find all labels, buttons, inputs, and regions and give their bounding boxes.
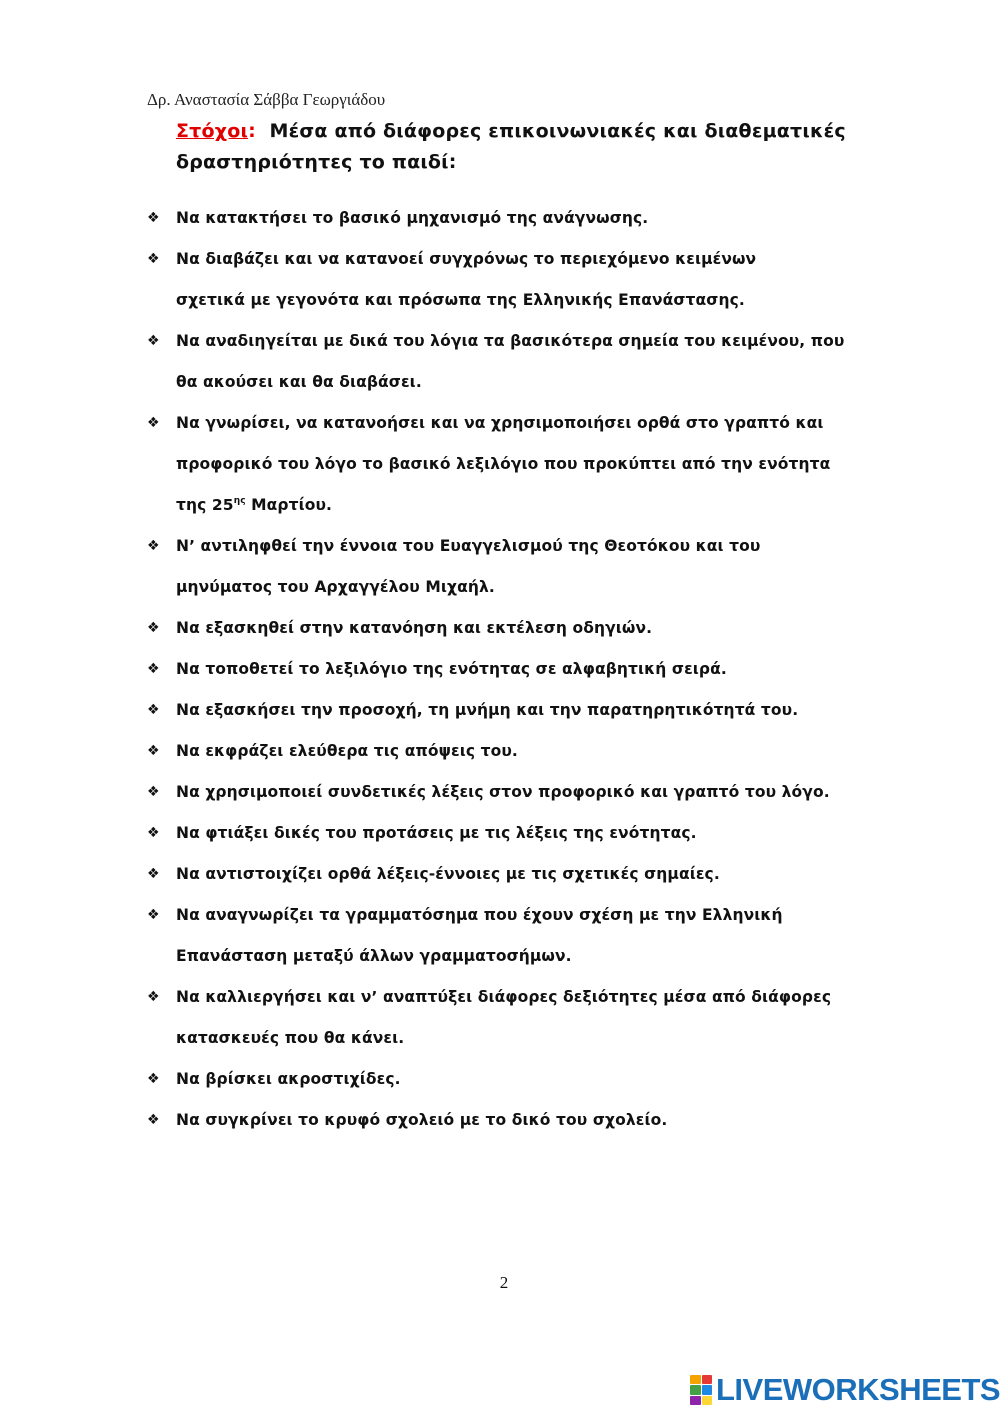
item-line: Επανάσταση μεταξύ άλλων γραμματοσήμων. (176, 947, 572, 965)
item-line: Να βρίσκει ακροστιχίδες. (176, 1070, 401, 1088)
list-item (147, 854, 887, 895)
item-line: Να αναδιηγείται με δικά του λόγια τα βασικότερα σημεία του κειμένου, που (176, 332, 845, 350)
item-line: σχετικά με γεγονότα και πρόσωπα της Ελληνικής Επανάστασης. (176, 291, 745, 309)
diamond-bullet-icon: ❖ (147, 743, 160, 759)
list-item (147, 1059, 887, 1100)
list-item (147, 608, 887, 649)
goals-heading (176, 116, 876, 178)
liveworksheets-logo-icon (690, 1375, 712, 1405)
item-line: Να φτιάξει δικές του προτάσεις με τις λέξεις της ενότητας. (176, 824, 697, 842)
goals-colon: : (248, 120, 256, 142)
diamond-bullet-icon: ❖ (147, 989, 160, 1005)
item-line: Να τοποθετεί το λεξιλόγιο της ενότητας σε αλφαβητική σειρά. (176, 660, 727, 678)
list-item (147, 977, 887, 1059)
date-line (176, 496, 332, 514)
diamond-bullet-icon: ❖ (147, 251, 160, 267)
list-item (147, 895, 887, 977)
item-line: Να χρησιμοποιεί συνδετικές λέξεις στον προφορικό και γραπτό του λόγο. (176, 783, 830, 801)
item-line: μηνύματος του Αρχαγγέλου Μιχαήλ. (176, 578, 495, 596)
diamond-bullet-icon: ❖ (147, 1071, 160, 1087)
brand-text: LIVEWORKSHEETS (716, 1372, 1000, 1407)
diamond-bullet-icon: ❖ (147, 661, 160, 677)
list-item (147, 813, 887, 854)
list-item (147, 403, 887, 526)
list-item (147, 321, 887, 403)
goals-text: Μέσα από διάφορες επικοινωνιακές και διαθεματικές δραστηριότητες το παιδί: (176, 120, 846, 173)
diamond-bullet-icon: ❖ (147, 784, 160, 800)
diamond-bullet-icon: ❖ (147, 333, 160, 349)
diamond-bullet-icon: ❖ (147, 866, 160, 882)
author-header: Δρ. Αναστασία Σάββα Γεωργιάδου (147, 90, 386, 109)
item-line: προφορικό του λόγο το βασικό λεξιλόγιο που προκύπτει από την ενότητα (176, 455, 831, 473)
item-line: Να αναγνωρίζει τα γραμματόσημα που έχουν σχέση με την Ελληνική (176, 906, 783, 924)
item-line: Να διαβάζει και να κατανοεί συγχρόνως το περιεχόμενο κειμένων (176, 250, 757, 268)
list-item (147, 198, 887, 239)
item-line: θα ακούσει και θα διαβάσει. (176, 373, 422, 391)
item-line: Να συγκρίνει το κρυφό σχολειό με το δικό του σχολείο. (176, 1111, 668, 1129)
date-superscript: ης (233, 496, 246, 506)
item-line: Να αντιστοιχίζει ορθά λέξεις-έννοιες με τις σχετικές σημαίες. (176, 865, 720, 883)
item-line: Ν’ αντιληφθεί την έννοια του Ευαγγελισμού της Θεοτόκου και του (176, 537, 761, 555)
item-line: Να εκφράζει ελεύθερα τις απόψεις του. (176, 742, 518, 760)
item-line: Να καλλιεργήσει και ν’ αναπτύξει διάφορες δεξιότητες μέσα από διάφορες (176, 988, 832, 1006)
date-prefix: της 25 (176, 496, 234, 514)
diamond-bullet-icon: ❖ (147, 1112, 160, 1128)
goals-label: Στόχοι (176, 120, 249, 142)
diamond-bullet-icon: ❖ (147, 210, 160, 226)
list-item (147, 526, 887, 608)
list-item (147, 772, 887, 813)
list-item (147, 731, 887, 772)
page-number: 2 (499, 1273, 509, 1292)
diamond-bullet-icon: ❖ (147, 907, 160, 923)
liveworksheets-brand (690, 1373, 1000, 1407)
list-item (147, 649, 887, 690)
objectives-list (147, 198, 887, 1141)
item-line: Να γνωρίσει, να κατανοήσει και να χρησιμοποιήσει ορθά στο γραπτό και (176, 414, 824, 432)
date-suffix: Μαρτίου. (245, 496, 333, 514)
list-item (147, 690, 887, 731)
item-line: Να εξασκήσει την προσοχή, τη μνήμη και την παρατηρητικότητά του. (176, 701, 799, 719)
item-line: κατασκευές που θα κάνει. (176, 1029, 405, 1047)
diamond-bullet-icon: ❖ (147, 620, 160, 636)
list-item (147, 1100, 887, 1141)
list-item (147, 239, 887, 321)
diamond-bullet-icon: ❖ (147, 825, 160, 841)
item-line: Να εξασκηθεί στην κατανόηση και εκτέλεση οδηγιών. (176, 619, 653, 637)
diamond-bullet-icon: ❖ (147, 538, 160, 554)
diamond-bullet-icon: ❖ (147, 702, 160, 718)
item-line: Να κατακτήσει το βασικό μηχανισμό της ανάγνωσης. (176, 209, 649, 227)
diamond-bullet-icon: ❖ (147, 415, 160, 431)
